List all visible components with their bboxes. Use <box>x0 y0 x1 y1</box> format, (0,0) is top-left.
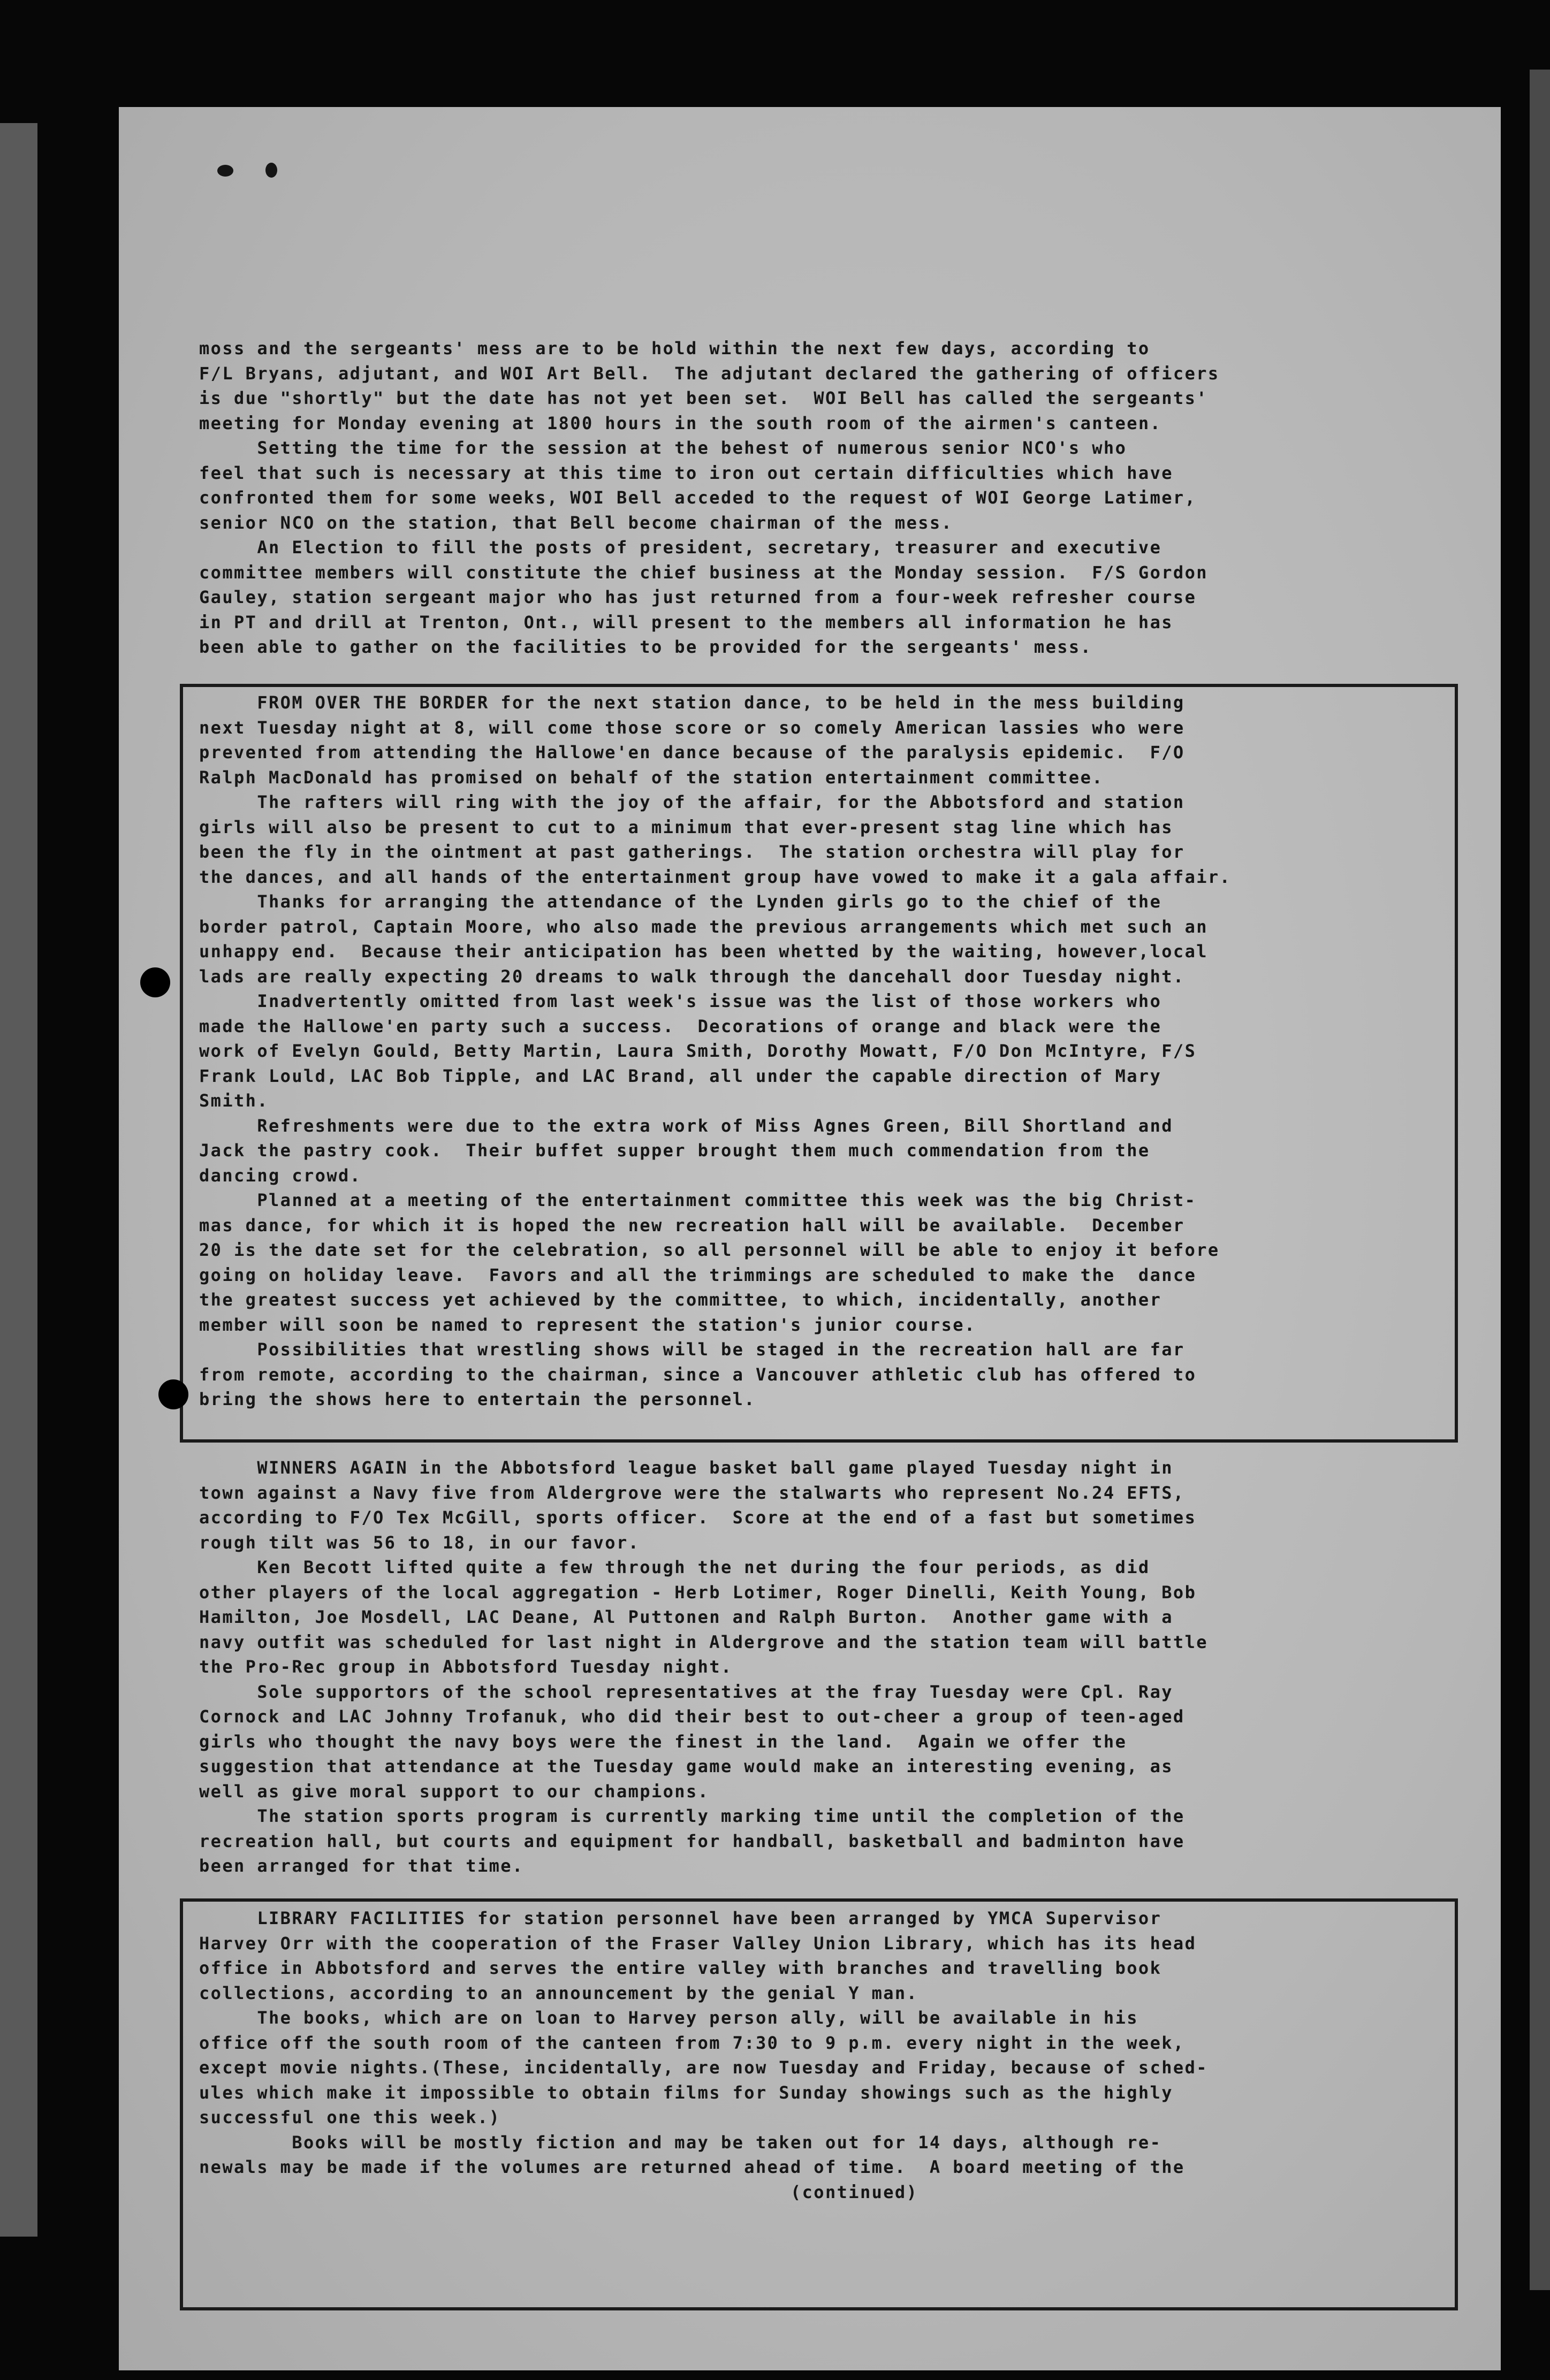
adjacent-page-right-edge <box>1530 70 1550 2290</box>
text-line: Planned at a meeting of the entertainment committee this week was the big Christ- <box>199 1190 1197 1210</box>
text-line: Setting the time for the session at the behest of numerous senior NCO's who <box>199 438 1127 458</box>
text-line: the greatest success yet achieved by the committee, to which, incidentally, another <box>199 1290 1162 1310</box>
text-line: Refreshments were due to the extra work of Miss Agnes Green, Bill Shortland and <box>199 1115 1173 1136</box>
library-news-text <box>199 1906 1208 2204</box>
text-line: except movie nights.(These, incidentally, are now Tuesday and Friday, because of sched- <box>199 2057 1208 2078</box>
text-line: prevented from attending the Hallowe'en dance because of the paralysis epidemic. F/O <box>199 742 1185 762</box>
text-line: is due "shortly" but the date has not yet been set. WOI Bell has called the sergeants' <box>199 388 1208 408</box>
text-line: Harvey Orr with the cooperation of the Fraser Valley Union Library, which has its head <box>199 1933 1197 1954</box>
text-line: the dances, and all hands of the entertainment group have vowed to make it a gala affair. <box>199 866 1232 887</box>
text-line: 20 is the date set for the celebration, so all personnel will be able to enjoy it before <box>199 1240 1220 1260</box>
text-line: Smith. <box>199 1090 269 1111</box>
text-line: committee members will constitute the chief business at the Monday session. F/S Gordon <box>199 562 1208 583</box>
text-line: made the Hallowe'en party such a success. Decorations of orange and black were the <box>199 1016 1162 1036</box>
text-line: mas dance, for which it is hoped the new recreation hall will be available. December <box>199 1215 1185 1235</box>
text-line: bring the shows here to entertain the personnel. <box>199 1389 756 1409</box>
text-line: meeting for Monday evening at 1800 hours in the south room of the airmen's canteen. <box>199 413 1162 433</box>
text-line: collections, according to an announcement by the genial Y man. <box>199 1982 918 2003</box>
text-line: Ralph MacDonald has promised on behalf of the station entertainment committee. <box>199 767 1104 788</box>
text-line: Thanks for arranging the attendance of the Lynden girls go to the chief of the <box>199 891 1162 912</box>
ink-mark <box>217 165 233 177</box>
punch-hole <box>140 967 170 997</box>
text-line: feel that such is necessary at this time to iron out certain difficulties which have <box>199 462 1173 483</box>
text-line: office off the south room of the canteen from 7:30 to 9 p.m. every night in the week, <box>199 2032 1185 2053</box>
text-line: F/L Bryans, adjutant, and WOI Art Bell. The adjutant declared the gathering of officers <box>199 363 1220 384</box>
text-line: An Election to fill the posts of president, secretary, treasurer and executive <box>199 537 1162 558</box>
text-line: senior NCO on the station, that Bell become chairman of the mess. <box>199 512 953 533</box>
text-line: suggestion that attendance at the Tuesday game would make an interesting evening, as <box>199 1756 1173 1776</box>
text-line: border patrol, Captain Moore, who also made the previous arrangements which met such an <box>199 916 1208 937</box>
text-line: (continued) <box>199 2181 918 2202</box>
adjacent-page-left-edge <box>0 123 37 2237</box>
text-line: dancing crowd. <box>199 1165 362 1186</box>
dance-news-text <box>199 690 1231 1412</box>
text-line: navy outfit was scheduled for last night in Aldergrove and the station team will battle <box>199 1631 1208 1652</box>
text-line: member will soon be named to represent the station's junior course. <box>199 1314 976 1335</box>
text-line: The rafters will ring with the joy of the affair, for the Abbotsford and station <box>199 792 1185 812</box>
text-line: Ken Becott lifted quite a few through the net during the four periods, as did <box>199 1557 1150 1577</box>
text-line: Inadvertently omitted from last week's issue was the list of those workers who <box>199 991 1162 1011</box>
text-line: ules which make it impossible to obtain films for Sunday showings such as the highly <box>199 2082 1173 2103</box>
text-line: Frank Lould, LAC Bob Tipple, and LAC Brand, all under the capable direction of Mary <box>199 1065 1162 1086</box>
text-line: next Tuesday night at 8, will come those score or so comely American lassies who were <box>199 717 1185 738</box>
intro-paragraphs <box>199 336 1220 660</box>
text-line: been able to gather on the facilities to be provided for the sergeants' mess. <box>199 637 1092 657</box>
punch-hole <box>158 1379 188 1409</box>
text-line: Gauley, station sergeant major who has just returned from a four-week refresher course <box>199 587 1197 607</box>
text-line: other players of the local aggregation - Herb Lotimer, Roger Dinelli, Keith Young, Bob <box>199 1582 1197 1603</box>
ink-mark <box>265 163 277 178</box>
text-line: girls will also be present to cut to a minimum that ever-present stag line which has <box>199 817 1173 837</box>
text-line: well as give moral support to our champions. <box>199 1781 710 1802</box>
document-page <box>119 107 1501 2370</box>
sports-paragraphs <box>199 1455 1208 1879</box>
text-line: unhappy end. Because their anticipation has been whetted by the waiting, however,local <box>199 941 1208 962</box>
text-line: town against a Navy five from Aldergrove were the stalwarts who represent No.24 EFTS, <box>199 1482 1185 1503</box>
text-line: Cornock and LAC Johnny Trofanuk, who did their best to out-cheer a group of teen-aged <box>199 1706 1185 1727</box>
text-line: rough tilt was 56 to 18, in our favor. <box>199 1532 640 1553</box>
text-line: going on holiday leave. Favors and all the trimmings are scheduled to make the dance <box>199 1264 1197 1285</box>
text-line: according to F/O Tex McGill, sports officer. Score at the end of a fast but sometimes <box>199 1507 1197 1528</box>
text-line: the Pro-Rec group in Abbotsford Tuesday night. <box>199 1657 733 1677</box>
text-line: newals may be made if the volumes are returned ahead of time. A board meeting of the <box>199 2157 1185 2177</box>
text-line: Jack the pastry cook. Their buffet supper brought them much commendation from the <box>199 1140 1150 1161</box>
text-line: Books will be mostly fiction and may be taken out for 14 days, although re- <box>199 2132 1162 2153</box>
text-line: girls who thought the navy boys were the finest in the land. Again we offer the <box>199 1731 1127 1752</box>
text-line: The books, which are on loan to Harvey person ally, will be available in his <box>199 2008 1138 2028</box>
text-line: Hamilton, Joe Mosdell, LAC Deane, Al Puttonen and Ralph Burton. Another game with a <box>199 1607 1173 1627</box>
text-line: Sole supportors of the school representatives at the fray Tuesday were Cpl. Ray <box>199 1681 1173 1702</box>
text-line: Possibilities that wrestling shows will be staged in the recreation hall are far <box>199 1339 1185 1360</box>
text-line: from remote, according to the chairman, since a Vancouver athletic club has offered to <box>199 1364 1197 1385</box>
text-line: recreation hall, but courts and equipment for handball, basketball and badminton have <box>199 1830 1185 1851</box>
text-line: moss and the sergeants' mess are to be hold within the next few days, according to <box>199 338 1150 358</box>
text-line: FROM OVER THE BORDER for the next station dance, to be held in the mess building <box>199 692 1185 713</box>
text-line: WINNERS AGAIN in the Abbotsford league basket ball game played Tuesday night in <box>199 1458 1173 1478</box>
text-line: in PT and drill at Trenton, Ont., will present to the members all information he has <box>199 612 1173 632</box>
text-line: lads are really expecting 20 dreams to walk through the dancehall door Tuesday night. <box>199 966 1185 987</box>
text-line: LIBRARY FACILITIES for station personnel have been arranged by YMCA Supervisor <box>199 1908 1162 1928</box>
text-line: office in Abbotsford and serves the entire valley with branches and travelling book <box>199 1958 1162 1978</box>
text-line: been arranged for that time. <box>199 1856 524 1876</box>
text-line: confronted them for some weeks, WOI Bell acceded to the request of WOI George Latimer, <box>199 487 1197 508</box>
text-line: successful one this week.) <box>199 2107 501 2127</box>
text-line: The station sports program is currently marking time until the completion of the <box>199 1806 1185 1826</box>
text-line: work of Evelyn Gould, Betty Martin, Laura Smith, Dorothy Mowatt, F/O Don McIntyre, F/S <box>199 1041 1197 1061</box>
text-line: been the fly in the ointment at past gatherings. The station orchestra will play for <box>199 842 1185 862</box>
